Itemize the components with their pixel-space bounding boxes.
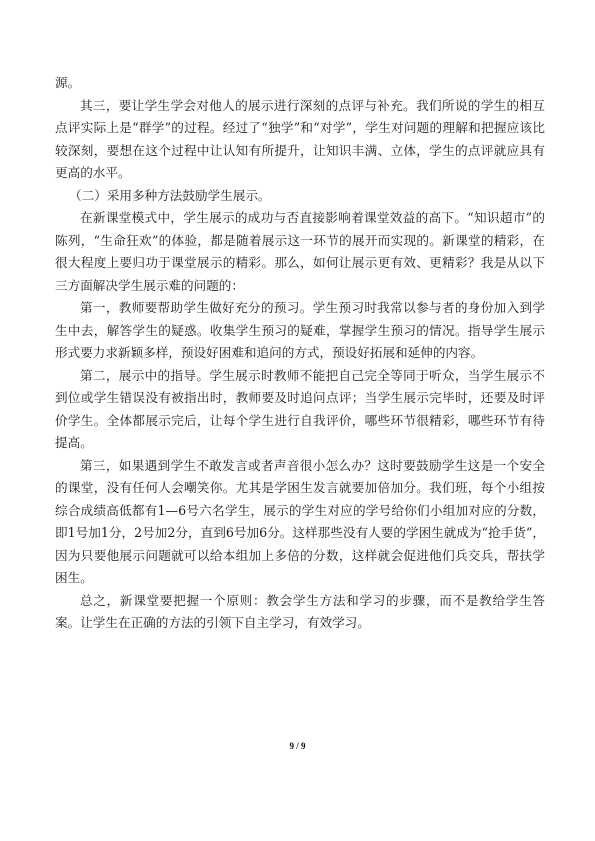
paragraph-second: 第二，展示中的指导。学生展示时教师不能把自己完全等同于听众，当学生展示不到位或学生错误没有被指出时，教师要及时追问点评；当学生展示完毕时，还要及时评价学生。全体都展示完后，让每个学生进行自我评价，哪些环节很精彩，哪些环节有待提高。 [55,367,545,450]
paragraph-continuation: 源。 [55,75,81,90]
document-body [55,72,545,635]
page-number: 9 / 9 [289,741,306,751]
paragraph-summary: 总之，新课堂要把握一个原则：教会学生方法和学习的步骤，而不是教给学生答案。让学生在正确的方法的引领下自主学习，有效学习。 [55,592,545,630]
paragraph-intro: 在新课堂模式中，学生展示的成功与否直接影响着课堂效益的高下。“知识超市”的陈列，“生命狂欢”的体验，都是随着展示这一环节的展开而实现的。新课堂的精彩，在很大程度上要归功于课堂展示的精彩。那么，如何让展示更有效、更精彩？我是从以下三方面解决学生展示难的问题的： [55,210,545,293]
paragraph-third: 第三，如果遇到学生不敢发言或者声音很小怎么办？这时要鼓励学生这是一个安全的课堂，没有任何人会嘲笑你。尤其是学困生发言就要加倍加分。我们班，每个小组按综合成绩高低都有1—6号六名学生，展示的学生对应的学号给你们小组加对应的分数，即1号加1分，2号加2分，直到6号加6分。这样那些没有人要的学困生就成为“抢手货”，因为只要他展示问题就可以给本组加上多倍的分数，这样就会促进他们兵交兵，帮扶学困生。 [55,457,545,585]
paragraph-first: 第一，教师要帮助学生做好充分的预习。学生预习时我常以参与者的身份加入到学生中去，解答学生的疑惑。收集学生预习的疑难，掌握学生预习的情况。指导学生展示形式要力求新颖多样，预设好困难和追问的方式，预设好拓展和延伸的内容。 [55,300,545,360]
paragraph-point-three: 其三，要让学生学会对他人的展示进行深刻的点评与补充。我们所说的学生的相互点评实际上是“群学”的过程。经过了“独学”和“对学”，学生对问题的理解和把握应该比较深刻，要想在这个过程中让认知有所提升，让知识丰满、立体，学生的点评就应具有更高的水平。 [55,97,545,180]
section-heading: （二）采用多种方法鼓励学生展示。 [69,187,271,203]
